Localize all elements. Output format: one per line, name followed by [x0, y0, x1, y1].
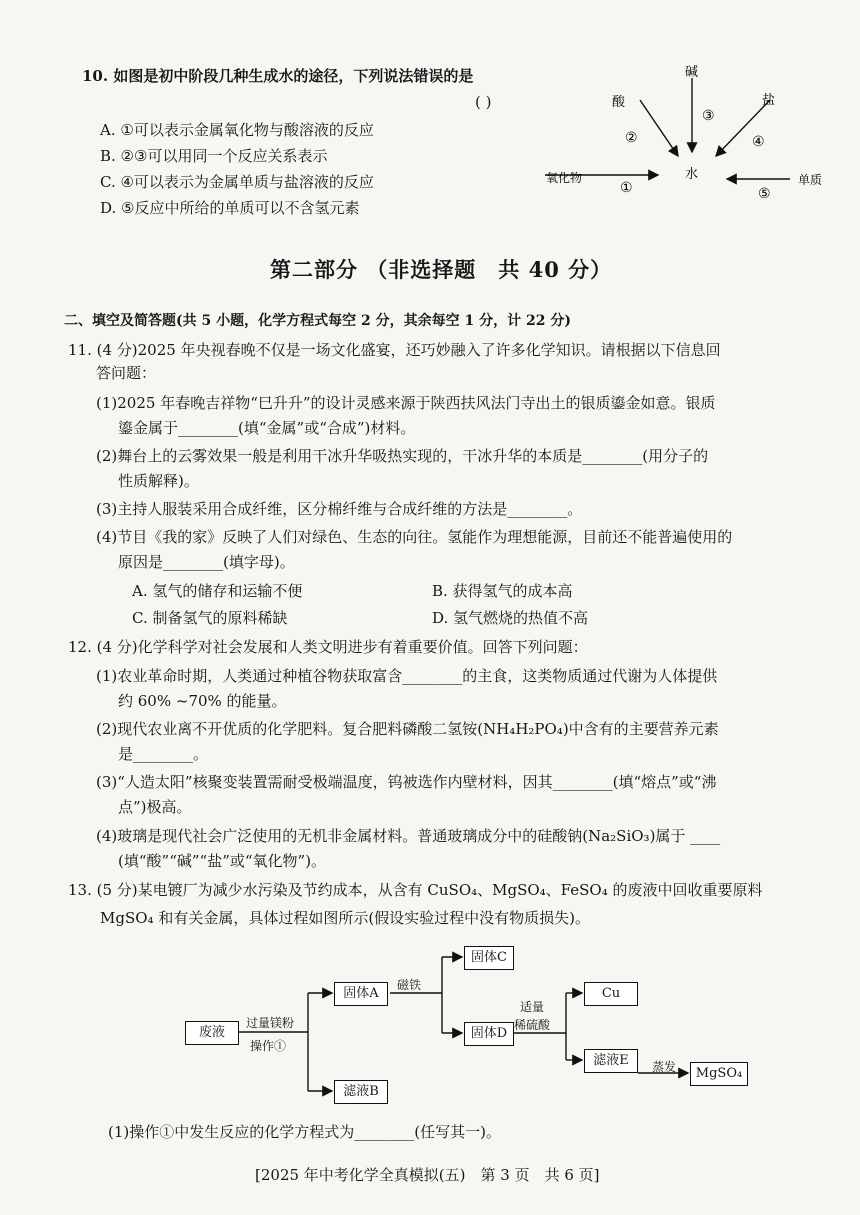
q11-part2-line2: 性质解释)。	[118, 472, 199, 490]
part2-title: 第二部分 （非选择题 共 40 分）	[270, 257, 613, 282]
q10-option-b: B. ②③可以用同一个反应关系表示	[100, 147, 328, 165]
num-5: ⑤	[758, 186, 771, 202]
water-pathway-diagram	[540, 60, 850, 210]
q11-option-d: D. 氢气燃烧的热值不高	[432, 609, 589, 627]
mgso4-box: MgSO₄	[690, 1062, 748, 1086]
page-footer: [2025 年中考化学全真模拟(五) 第 3 页 共 6 页]	[255, 1166, 600, 1184]
q12-stem: 12. (4 分)化学科学对社会发展和人类文明进步有着重要价值。回答下列问题：	[68, 638, 588, 656]
num-1: ①	[620, 180, 633, 196]
section2-heading: 二、填空及简答题(共 5 小题，化学方程式每空 2 分，其余每空 1 分，计 22 分)	[64, 313, 571, 329]
waste-box: 废液	[185, 1021, 239, 1045]
solidD-box: 固体D	[464, 1022, 514, 1046]
q13-part1: (1)操作①中发生反应的化学方程式为________(任写其一)。	[108, 1123, 501, 1141]
q11-option-b: B. 获得氢气的成本高	[432, 582, 573, 600]
acid-label: 酸	[612, 95, 626, 110]
magnet-label: 磁铁	[397, 978, 422, 992]
q12-part4-line1: (4)玻璃是现代社会广泛使用的无机非金属材料。普通玻璃成分中的硅酸钠(Na₂SiO₃)属于 ____	[96, 827, 721, 845]
q10-stem: 10. 如图是初中阶段几种生成水的途径，下列说法错误的是	[82, 67, 474, 85]
q10-option-a: A. ①可以表示金属氧化物与酸溶液的反应	[100, 121, 374, 139]
q11-part4-line2: 原因是________(填字母)。	[118, 553, 295, 571]
water-label: 水	[685, 167, 699, 182]
q12-part1-line1: (1)农业革命时期，人类通过种植谷物获取富含________的主食，这类物质通过代谢为人体提供	[96, 667, 718, 685]
q11-part1-line1: (1)2025 年春晚吉祥物“巳升升”的设计灵感来源于陕西扶风法门寺出土的银质鎏金如意。银质	[96, 394, 716, 412]
filtrateE-box: 滤液E	[584, 1049, 638, 1073]
q11-stem-line2: 答问题：	[96, 364, 157, 382]
q12-part2-line2: 是________。	[118, 745, 209, 763]
q13-stem-line1: 13. (5 分)某电镀厂为减少水污染及节约成本，从含有 CuSO₄、MgSO₄、FeSO₄ 的废液中回收重要原料	[68, 881, 763, 899]
excess-mg-label: 过量镁粉	[246, 1016, 295, 1030]
num-2: ②	[625, 130, 638, 146]
q12-part3-line2: 点”)极高。	[118, 798, 192, 816]
filtrateB-box: 滤液B	[334, 1080, 388, 1104]
salt-label: 盐	[762, 93, 776, 108]
q10-answer-bracket: ( )	[475, 93, 492, 111]
q10-option-d: D. ⑤反应中所给的单质可以不含氢元素	[100, 199, 360, 217]
q11-part2-line1: (2)舞台上的云雾效果一般是利用干冰升华吸热实现的，干冰升华的本质是________(用分子的	[96, 447, 709, 465]
q12-part3-line1: (3)“人造太阳”核聚变装置需耐受极端温度，钨被选作内壁材料，因其________(填“熔点”或“沸	[96, 773, 717, 791]
q11-part4-line1: (4)节目《我的家》反映了人们对绿色、生态的向往。氢能作为理想能源，目前还不能普遍使用的	[96, 528, 733, 546]
num-4: ④	[752, 134, 765, 150]
q12-part1-line2: 约 60% ~70% 的能量。	[118, 692, 287, 710]
element-label: 单质	[798, 173, 823, 187]
q13-stem-line2: MgSO₄ 和有关金属，具体过程如图所示(假设实验过程中没有物质损失)。	[100, 909, 591, 927]
oxide-label: 氧化物	[546, 171, 583, 185]
solidC-box: 固体C	[464, 946, 514, 970]
dilute-h2so4-label: 稀硫酸	[514, 1018, 551, 1032]
q11-stem-line1: 11. (4 分)2025 年央视春晚不仅是一场文化盛宴，还巧妙融入了许多化学知识。请根据以下信息回	[68, 341, 721, 359]
moderate-label: 适量	[520, 1000, 545, 1014]
evaporation-label: 蒸发	[652, 1060, 677, 1074]
q11-option-c: C. 制备氢气的原料稀缺	[132, 609, 288, 627]
arrow-2	[640, 100, 678, 156]
solidA-box: 固体A	[334, 982, 388, 1006]
num-3: ③	[702, 108, 715, 124]
q11-part1-line2: 鎏金属于________(填“金属”或“合成”)材料。	[118, 419, 416, 437]
base-label: 碱	[685, 65, 699, 80]
q12-part4-line2: (填“酸”“碱”“盐”或“氧化物”)。	[118, 852, 327, 870]
q10-option-c: C. ④可以表示为金属单质与盐溶液的反应	[100, 173, 374, 191]
operation1-label: 操作①	[250, 1039, 287, 1053]
q12-part2-line1: (2)现代农业离不开优质的化学肥料。复合肥料磷酸二氢铵(NH₄H₂PO₄)中含有的主要营养元素	[96, 720, 719, 738]
q11-option-a: A. 氢气的储存和运输不便	[132, 582, 303, 600]
cu-box: Cu	[584, 982, 638, 1006]
q11-part3: (3)主持人服装采用合成纤维，区分棉纤维与合成纤维的方法是________。	[96, 500, 583, 518]
